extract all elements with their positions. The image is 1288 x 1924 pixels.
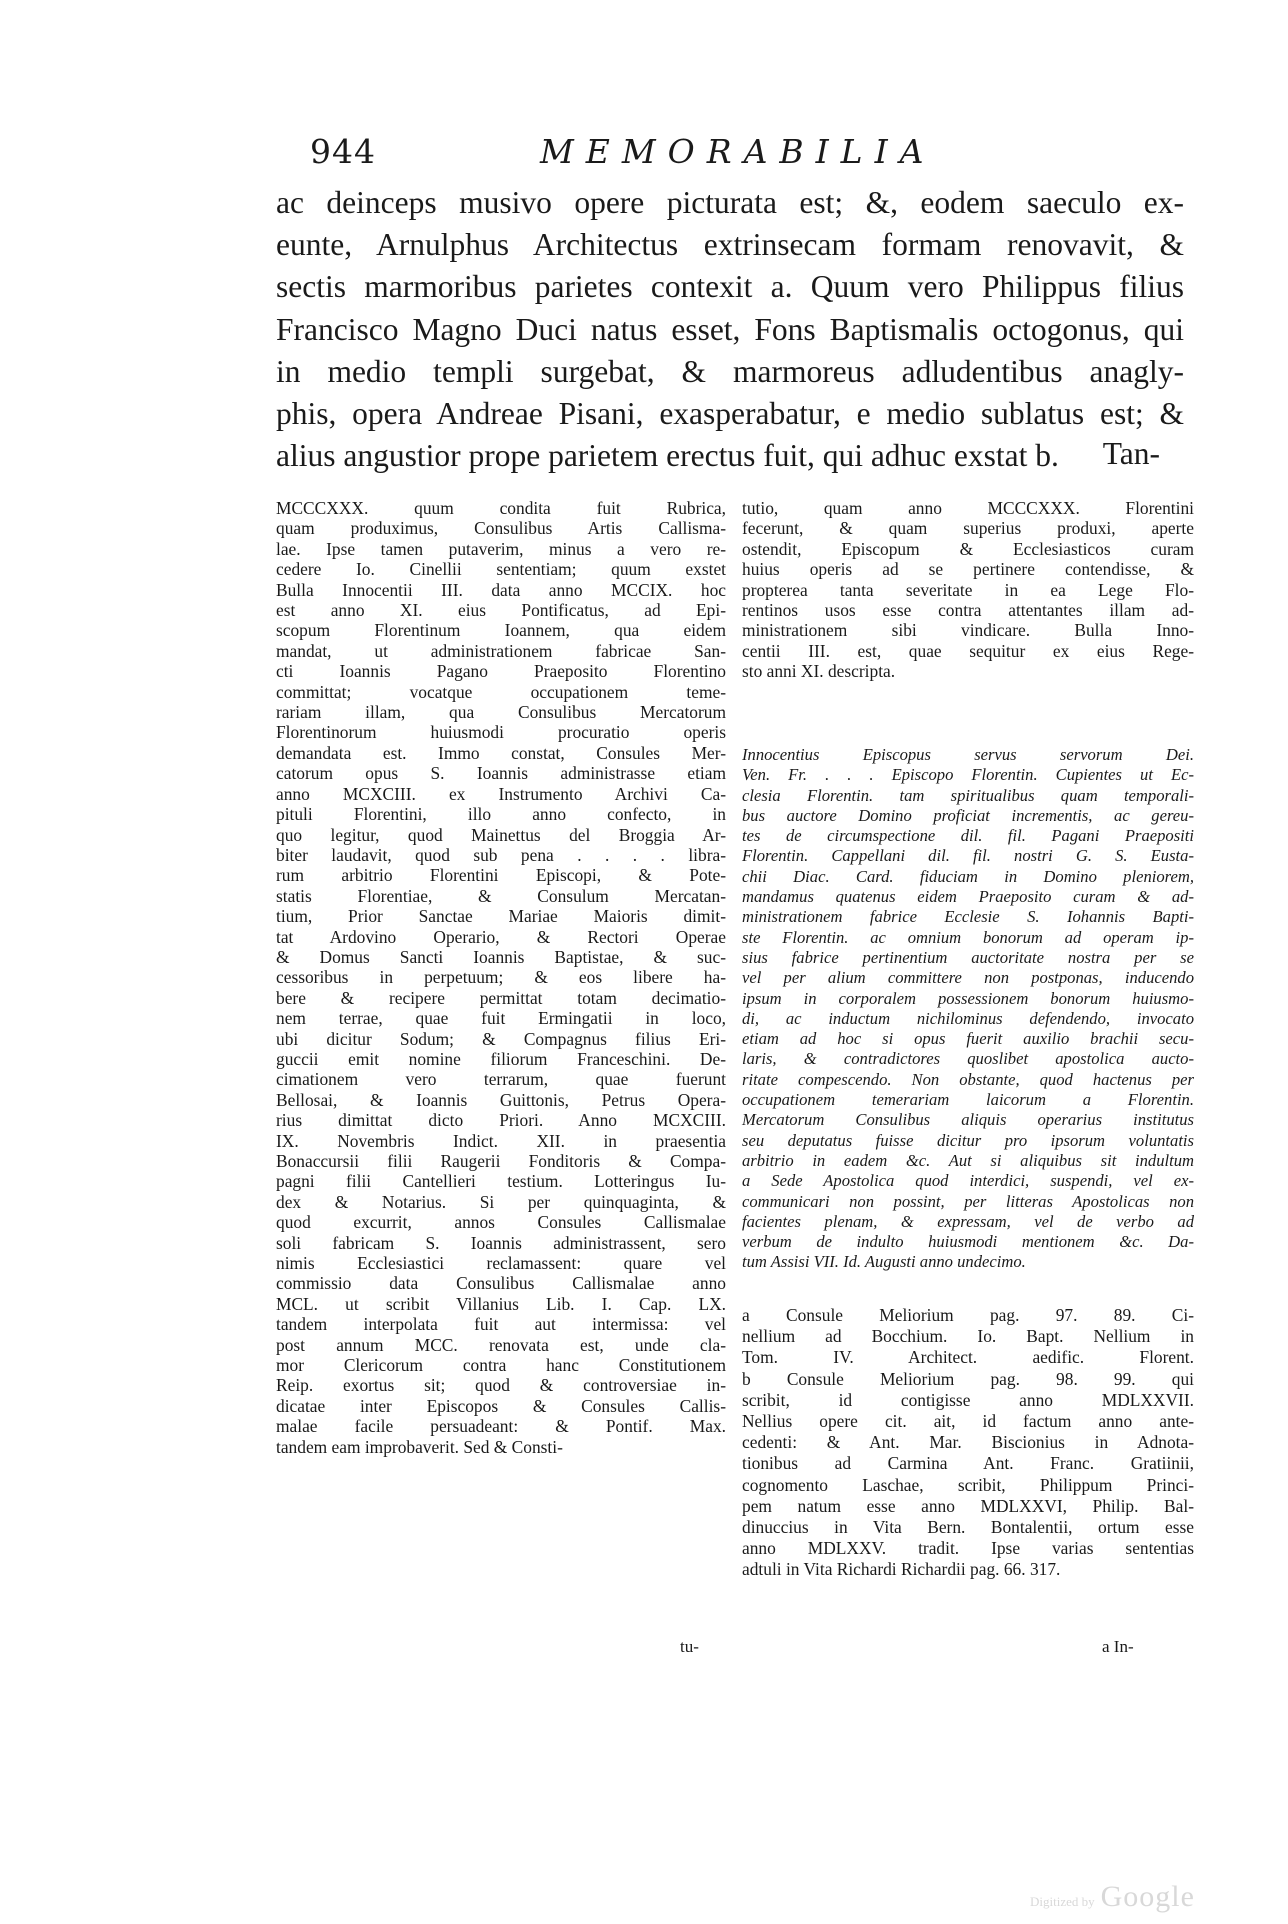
left-column-line: rius dimittat dicto Priori. Anno MCXCIII.: [276, 1110, 726, 1131]
right-column-line: fecerunt, & quam superius produxi, aperte: [742, 518, 1194, 539]
footnote-line: a Consule Meliorium pag. 97. 89. Ci-: [742, 1305, 1194, 1325]
bull-text-line: tes de circumspectione dil. fil. Pagani Praepositi: [742, 826, 1194, 846]
right-column-line: ostendit, Episcopum & Ecclesiasticos curam: [742, 538, 1194, 559]
bull-text-line: etiam ad hoc si opus fuerit auxilio brachii secu-: [742, 1029, 1194, 1049]
right-catchword: a In-: [1102, 1637, 1134, 1656]
left-column-line: catorum opus S. Ioannis administrasse etiam: [276, 763, 726, 784]
left-column-line: Bellosai, & Ioannis Guittonis, Petrus Opera-: [276, 1089, 726, 1110]
left-column-line: nem terrae, quae fuit Ermingatii in loco,: [276, 1008, 726, 1029]
left-column-line: Bulla Innocentii III. data anno MCCIX. hoc: [276, 579, 726, 600]
left-column-line: est anno XI. eius Pontificatus, ad Epi-: [276, 600, 726, 621]
footnote-line: cedenti: & Ant. Mar. Biscionius in Adnota-: [742, 1432, 1194, 1453]
papal-bull-quotation: [742, 745, 1194, 1273]
footnote-line: anno MDLXXV. tradit. Ipse varias sententias: [742, 1538, 1194, 1559]
bull-text-line: ministrationem fabrice Ecclesie S. Iohannis Bapti-: [742, 907, 1194, 927]
bull-text-line: Ven. Fr. . . . Episcopo Florentin. Cupientes ut Ec-: [742, 765, 1194, 785]
left-footnote-column: [276, 498, 726, 1457]
left-column-line: ubi dicitur Sodum; & Compagnus filius Eri-: [276, 1028, 726, 1049]
left-column-line: pagni filii Cantellieri testium. Lotteringus Iu-: [276, 1171, 726, 1192]
left-column-line: tat Ardovino Operario, & Rectori Operae: [276, 926, 726, 947]
watermark-prefix: Digitized by: [1030, 1894, 1095, 1909]
right-column-line: propterea tanta severitate in ea Lege Flo-: [742, 579, 1194, 600]
right-column-line: ministrationem sibi vindicare. Bulla Inno-: [742, 620, 1194, 641]
left-column-line: tandem eam improbaverit. Sed & Consti-: [276, 1436, 563, 1457]
footnote-line: dinuccius in Vita Bern. Bontalentii, ortum esse: [742, 1517, 1194, 1538]
left-column-line: mandat, ut administrationem fabricae San-: [276, 640, 726, 661]
footnote-line: nellium ad Bocchium. Io. Bapt. Nellium in: [742, 1326, 1194, 1347]
footnote-line: Tom. IV. Architect. aedific. Florent.: [742, 1347, 1194, 1368]
left-column-line: scopum Florentinum Ioannem, qua eidem: [276, 620, 726, 641]
left-column-line: MCCCXXX. quum condita fuit Rubrica,: [276, 498, 726, 518]
main-text-line: sectis marmoribus parietes contexit a. Quum vero Philippus filius: [276, 269, 1184, 305]
left-column-line: post annum MCC. renovata est, unde cla-: [276, 1334, 726, 1355]
footnote-line: adtuli in Vita Richardi Richardii pag. 66. 317.: [742, 1559, 1061, 1580]
bull-text-line: facientes plenam, & expressam, vel de verbo ad: [742, 1211, 1194, 1231]
footnote-line: pem natum esse anno MDLXXVI, Philip. Bal-: [742, 1495, 1194, 1516]
bull-text-line: Mercatorum Consulibus aliquis operarius institutus: [742, 1110, 1194, 1130]
left-column-line: & Domus Sancti Ioannis Baptistae, & suc-: [276, 946, 726, 967]
footnote-line: scribit, id contigisse anno MDLXXVII.: [742, 1389, 1194, 1410]
left-column-line: nimis Ecclesiastici reclamassent: quare vel: [276, 1253, 726, 1274]
left-column-line: bere & recipere permittat totam decimatio-: [276, 987, 726, 1008]
left-column-line: quod excurrit, annos Consules Callismalae: [276, 1212, 726, 1233]
bull-text-line: occupationem temerariam laicorum a Florentin.: [742, 1090, 1194, 1110]
page-header: [310, 132, 936, 176]
page-number: 944: [310, 132, 376, 171]
left-column-line: pituli Florentini, illo anno confecto, in: [276, 804, 726, 825]
right-column-line: centii III. est, quae sequitur ex eius Rege-: [742, 640, 1194, 661]
left-column-line: MCL. ut scribit Villanius Lib. I. Cap. LX.: [276, 1293, 726, 1314]
bull-text-line: ste Florentin. ac omnium bonorum ad operam ip-: [742, 927, 1194, 947]
main-text-line: ac deinceps musivo opere picturata est; &, eodem saeculo ex-: [276, 185, 1184, 220]
left-column-line: Bonaccursii filii Raugerii Fonditoris & Compa-: [276, 1151, 726, 1171]
left-column-line: Florentinorum huiusmodi procuratio operis: [276, 722, 726, 743]
footnotes: [742, 1305, 1194, 1581]
bull-text-line: a Sede Apostolica quod interdici, suspendi, vel ex-: [742, 1171, 1194, 1191]
bull-text-line: seu deputatus fuisse dicitur pro ipsorum voluntatis: [742, 1130, 1194, 1150]
bull-text-line: Innocentius Episcopus servus servorum Dei.: [742, 745, 1194, 764]
bull-text-line: verbum de indulto huiusmodi mentionem &c. Da-: [742, 1232, 1194, 1252]
left-column-line: tium, Prior Sanctae Mariae Maioris dimit-: [276, 906, 726, 927]
left-catchword: tu-: [680, 1637, 699, 1656]
left-column-line: quo legitur, quod Mainettus del Broggia Ar-: [276, 824, 726, 845]
digitized-watermark: [1030, 1880, 1195, 1914]
left-column-line: dex & Notarius. Si per quinquaginta, &: [276, 1191, 726, 1212]
footnote-line: cognomento Laschae, scribit, Philippum Princi-: [742, 1474, 1194, 1495]
main-text-line: eunte, Arnulphus Architectus extrinsecam formam renovavit, &: [276, 227, 1184, 263]
left-column-line: IX. Novembris Indict. XII. in praesentia: [276, 1130, 726, 1151]
bull-text-line: Florentin. Cappellani dil. fil. nostri G. S. Eusta-: [742, 846, 1194, 866]
left-column-line: demandata est. Immo constat, Consules Mer-: [276, 742, 726, 763]
left-column-line: Reip. exortus sit; quod & controversiae in-: [276, 1375, 726, 1396]
main-text-line: phis, opera Andreae Pisani, exasperabatur, e medio sublatus est; &: [276, 396, 1184, 432]
left-column-line: cessoribus in perpetuum; & eos libere ha-: [276, 967, 726, 988]
bull-text-line: communicari non possint, per litteras Apostolicas non: [742, 1191, 1194, 1211]
watermark-brand: Google: [1100, 1880, 1195, 1913]
bull-text-line: laris, & contradictores quoslibet apostolica aucto-: [742, 1049, 1194, 1069]
bull-text-line: mandamus quatenus eidem Praeposito curam & ad-: [742, 887, 1194, 907]
left-column-line: dicatae inter Episcopos & Consules Callis-: [276, 1395, 726, 1416]
bull-text-line: clesia Florentin. tam spiritualibus quam temporali-: [742, 785, 1194, 805]
left-column-line: commissio data Consulibus Callismalae anno: [276, 1273, 726, 1294]
left-column-line: cedere Io. Cinellii sententiam; quum exstet: [276, 559, 726, 580]
main-text-line: in medio templi surgebat, & marmoreus adludentibus anagly-: [276, 353, 1184, 389]
footnote-line: tionibus ad Carmina Ant. Franc. Gratiinii,: [742, 1453, 1194, 1474]
footnote-line: Nellius opere cit. ait, id factum anno ante-: [742, 1411, 1194, 1432]
running-title: MEMORABILIA: [540, 132, 936, 171]
left-column-line: lae. Ipse tamen putaverim, minus a vero re-: [276, 538, 726, 559]
right-column-line: tutio, quam anno MCCCXXX. Florentini: [742, 498, 1194, 518]
right-column-line: sto anni XI. descripta.: [742, 661, 896, 682]
bull-text-line: di, ac inductum nichilominus defendendo, invocato: [742, 1008, 1194, 1028]
left-column-line: statis Florentiae, & Consulum Mercatan-: [276, 885, 726, 906]
footnote-line: b Consule Meliorium pag. 98. 99. qui: [742, 1368, 1194, 1389]
left-column-line: rum arbitrio Florentini Episcopi, & Pote-: [276, 865, 726, 886]
left-column-line: cti Ioannis Pagano Praeposito Florentino: [276, 661, 726, 682]
right-column-line: rentinos usos esse contra attentantes illam ad-: [742, 600, 1194, 621]
right-column-line: huius operis ad se pertinere contendisse, &: [742, 559, 1194, 580]
left-column-line: soli fabricam S. Ioannis administrassent, sero: [276, 1232, 726, 1253]
left-column-line: committat; vocatque occupationem teme-: [276, 681, 726, 702]
left-column-line: tandem interpolata fuit aut intermissa: vel: [276, 1314, 726, 1335]
bull-text-line: sius fabrice pertinentium auctoritate nostra per se: [742, 947, 1194, 967]
left-column-line: cimationem vero terrarum, quae fuerunt: [276, 1069, 726, 1090]
main-text-line: Francisco Magno Duci natus esset, Fons Baptismalis octogonus, qui: [276, 311, 1184, 347]
bull-text-line: bus auctore Domino proficiat incrementis, ac gereu-: [742, 805, 1194, 825]
main-text-block: [276, 182, 1184, 477]
bull-text-line: vel per alium committere non postponas, inducendo: [742, 968, 1194, 988]
bull-text-line: arbitrio in eadem &c. Aut si aliquibus sit indultum: [742, 1150, 1194, 1170]
left-column-line: guccii emit nomine filiorum Franceschini. De-: [276, 1048, 726, 1069]
right-footnote-column: [742, 498, 1194, 682]
bull-text-line: ritate compescendo. Non obstante, quod hactenus per: [742, 1069, 1194, 1089]
bull-text-line: ipsum in corporalem possessionem bonorum huiusmo-: [742, 988, 1194, 1008]
left-column-line: mor Clericorum contra hanc Constitutionem: [276, 1355, 726, 1376]
left-column-line: biter laudavit, quod sub pena . . . . libra-: [276, 844, 726, 865]
left-column-line: malae facile persuadeant: & Pontif. Max.: [276, 1416, 726, 1437]
left-column-line: quam produximus, Consulibus Artis Callisma-: [276, 518, 726, 539]
main-text-line: alius angustior prope parietem erectus fuit, qui adhuc exstat b.: [276, 438, 1059, 474]
bull-text-line: chii Diac. Card. fiduciam in Domino pleniorem,: [742, 866, 1194, 886]
left-column-line: anno MCXCIII. ex Instrumento Archivi Ca-: [276, 783, 726, 804]
bull-text-line: tum Assisi VII. Id. Augusti anno undecimo.: [742, 1252, 1026, 1272]
left-column-line: rariam illam, qua Consulibus Mercatorum: [276, 702, 726, 723]
main-catchword: Tan-: [1102, 436, 1160, 471]
